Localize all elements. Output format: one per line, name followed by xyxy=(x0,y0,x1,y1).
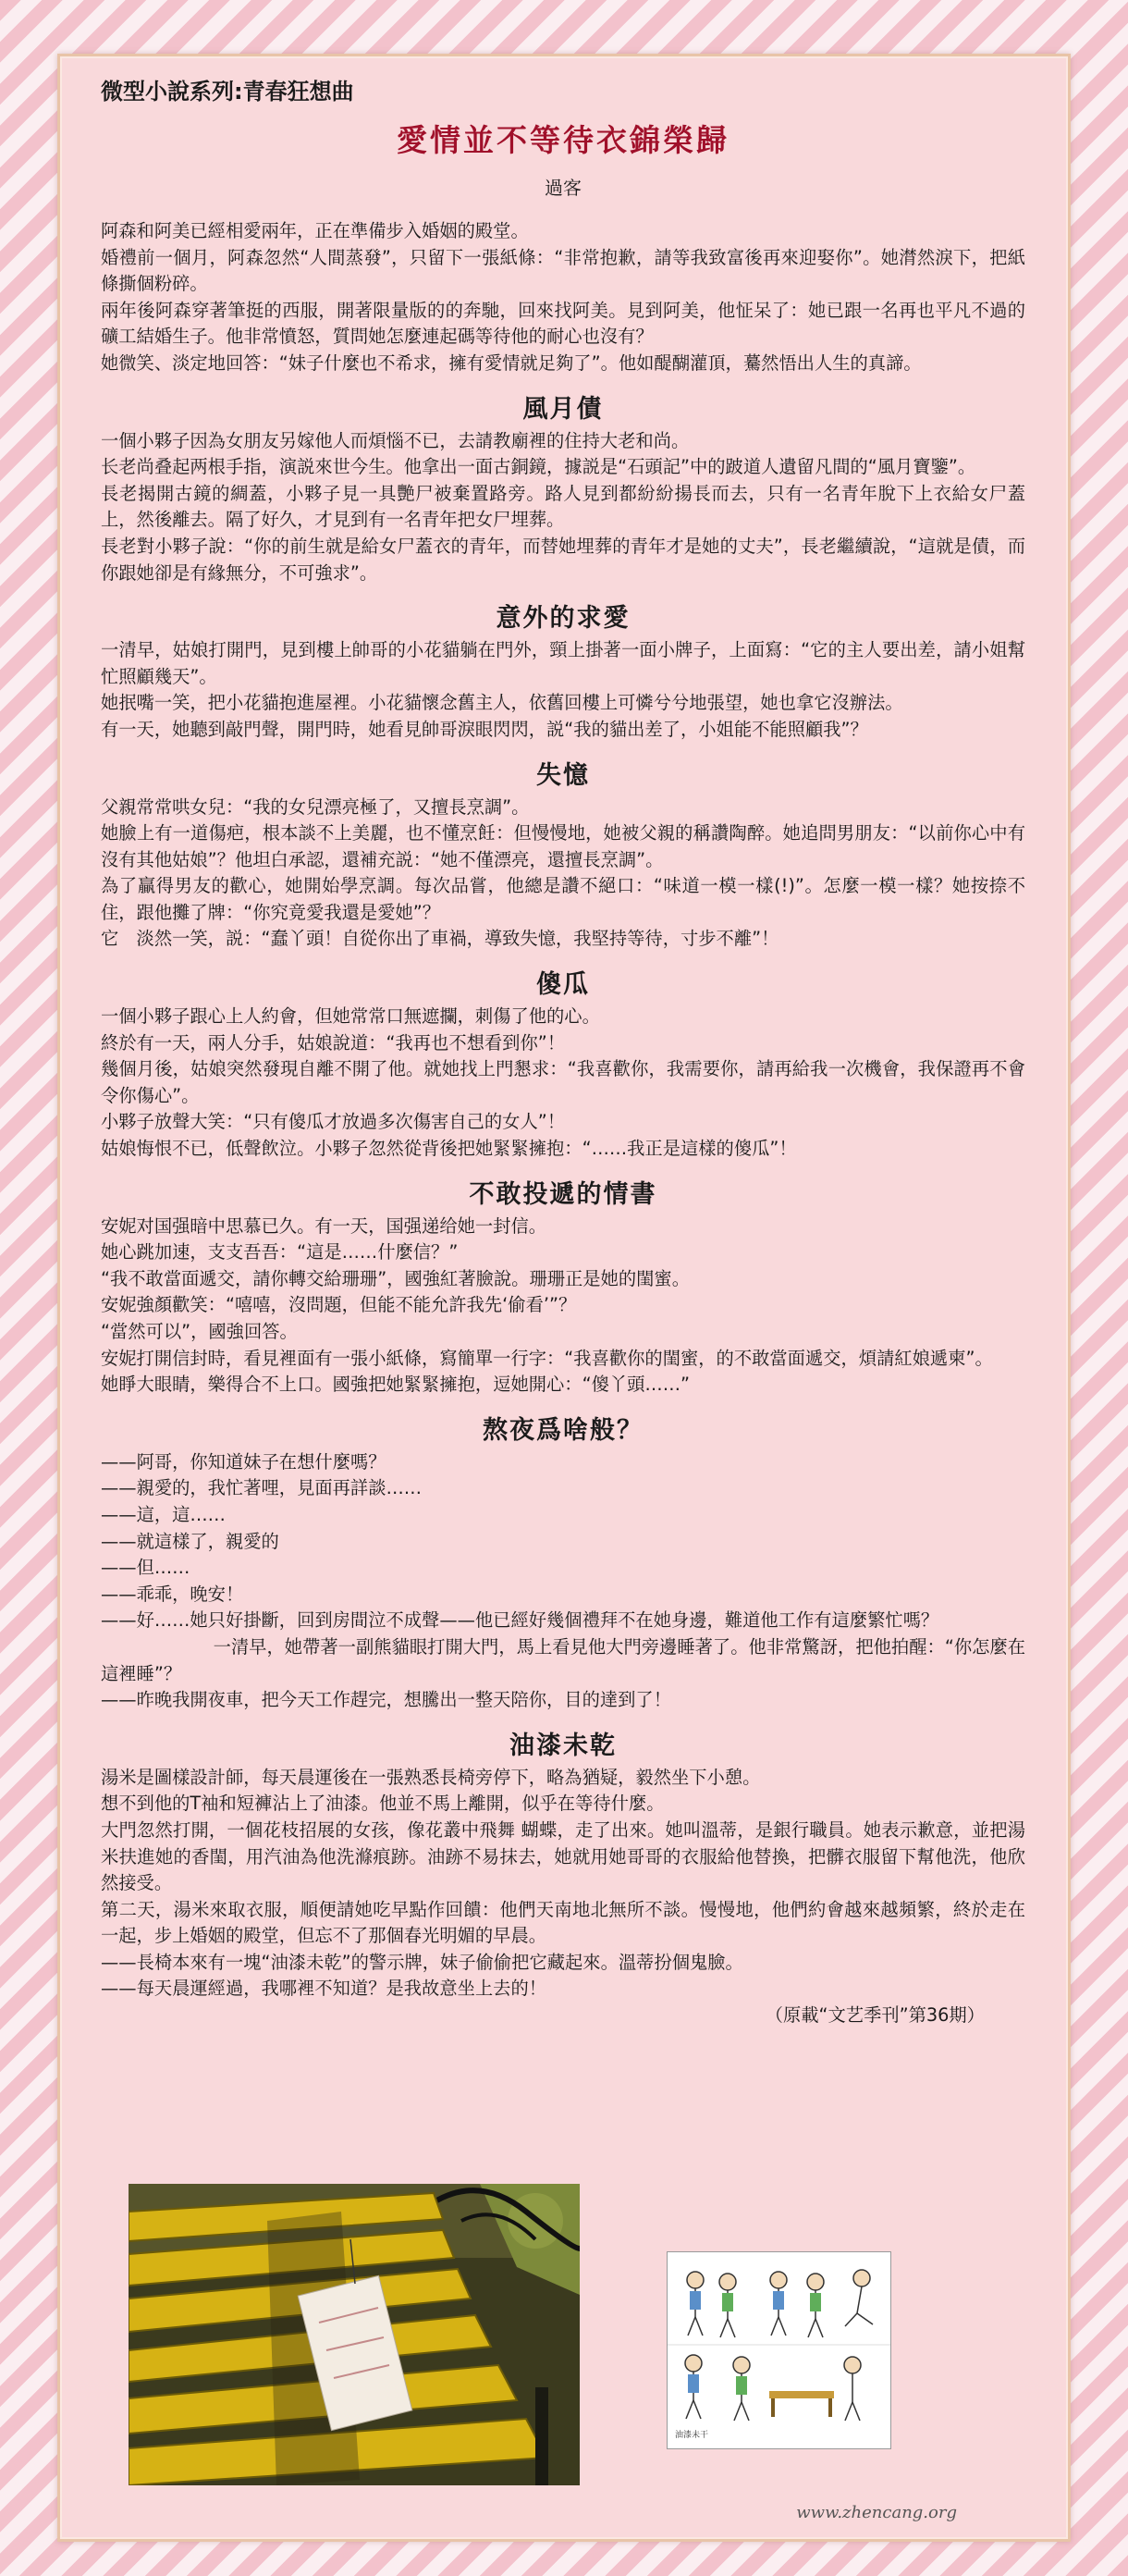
bench-illustration xyxy=(129,2184,580,2485)
section-paragraph: 安妮強顏歡笑：“嘻嘻，沒問題，但能不能允許我先‘偷看’”？ xyxy=(101,1294,577,1316)
section-paragraph: 一個小夥子因為女朋友另嫁他人而煩惱不已，去請教廟裡的住持大老和尚。 xyxy=(101,429,690,451)
section-title: 意外的求愛 xyxy=(496,604,631,634)
section-paragraph: 終於有一天，兩人分手，姑娘說道：“我再也不想看到你”！ xyxy=(101,1031,566,1054)
section-paragraph: ——這，這…… xyxy=(101,1503,226,1525)
intro-paragraph: 兩年後阿森穿著筆挺的西服，開著限量版的的奔馳，回來找阿美。見到阿美，他怔呆了：她已跟一名再也平凡不過的礦工結婚生子。他非常憤怒，質問她怎麼連起碼等待他的耐心也沒有？ xyxy=(101,299,1025,348)
section-paragraph: 幾個月後，姑娘突然發現自離不開了他。就她找上門懇求：“我喜歡你，我需要你，請再給我一次機會，我保證再不會令你傷心”。 xyxy=(101,1058,1025,1106)
section-paragraph: 有一天，她聽到敲門聲，開門時，她看見帥哥淚眼閃閃，説“我的貓出差了，小姐能不能照顧我”？ xyxy=(101,718,868,740)
section-title: 傻瓜 xyxy=(536,970,590,1000)
main-title: 愛情並不等待衣錦榮歸 xyxy=(397,122,730,158)
section-paragraph: 她抿嘴一笑，把小花貓抱進屋裡。小花貓懷念舊主人，依舊回樓上可憐兮兮地張望，她也拿它沒辦法。 xyxy=(101,692,903,714)
section-paragraph: 姑娘悔恨不已，低聲飲泣。小夥子忽然從背後把她緊緊擁抱：“……我正是這樣的傻瓜”！ xyxy=(101,1138,797,1160)
story-sections xyxy=(101,388,1025,2003)
section-paragraph: 為了贏得男友的歡心，她開始學烹調。每次品嘗，他總是讚不絕口：“味道一模一樣(!)”。怎麼一模一樣？她按捺不住，跟他攤了牌：“你究竟愛我還是愛她”？ xyxy=(101,875,1025,923)
article-panel xyxy=(57,54,1071,2542)
story-section xyxy=(101,1410,1025,1714)
section-paragraph: 安妮对国强暗中思慕已久。有一天，国强递给她一封信。 xyxy=(101,1214,547,1237)
intro-paragraph: 婚禮前一個月，阿森忽然“人間蒸發”，只留下一張紙條：“非常抱歉，請等我致富後再來迎娶你”。她潸然淚下，把紙條撕個粉碎。 xyxy=(101,246,1025,295)
section-title: 熬夜爲啥般？ xyxy=(483,1415,644,1445)
section-paragraph: “當然可以”，國強回答。 xyxy=(101,1321,298,1342)
story-section xyxy=(101,1725,1025,2003)
section-paragraph: 长老尚叠起两根手指，演説來世今生。他拿出一面古銅鏡，據説是“石頭記”中的跛道人遺留凡間的“風月寶鑒”。 xyxy=(101,456,976,478)
section-title: 不敢投遞的情書 xyxy=(469,1179,657,1209)
section-paragraph: 長老揭開古鏡的綢蓋，小夥子見一具艷尸被棄置路旁。路人見到都紛紛揚長而去，只有一名青年脫下上衣給女尸蓋上，然後離去。隔了好久，才見到有一名青年把女尸埋葬。 xyxy=(101,482,1025,531)
section-paragraph: 她睜大眼睛，樂得合不上口。國強把她緊緊擁抱，逗她開心：“傻丫頭……” xyxy=(101,1374,690,1396)
section-paragraph: “我不敢當面遞交，請你轉交給珊珊”，國強紅著臉說。珊珊正是她的閨蜜。 xyxy=(101,1267,690,1289)
section-paragraph: ——乖乖，晚安！ xyxy=(101,1583,244,1605)
section-paragraph: 長老對小夥子說：“你的前生就是給女尸蓋衣的青年，而替她埋葬的青年才是她的丈夫”，長老繼續說，“這就是債，而你跟她卻是有緣無分，不可強求”。 xyxy=(101,535,1025,584)
story-section xyxy=(101,755,1025,954)
story-section xyxy=(101,598,1025,743)
section-paragraph: 她心跳加速，支支吾吾：“這是……什麼信？” xyxy=(101,1241,459,1263)
section-paragraph: 第二天，湯米來取衣服，順便請她吃早點作回饋：他們天南地北無所不談。慢慢地，他們約會越來越頻繁，終於走在一起，步上婚姻的殿堂，但忘不了那個春光明媚的早晨。 xyxy=(101,1898,1025,1947)
section-paragraph: ——就這樣了，親愛的 xyxy=(101,1530,279,1552)
section-paragraph: 安妮打開信封時，看見裡面有一張小紙條，寫簡單一行字：“我喜歡你的閨蜜，的不敢當面遞交，煩請紅娘遞柬”。 xyxy=(101,1347,993,1369)
section-paragraph: ——每天晨運經過，我哪裡不知道？是我故意坐上去的！ xyxy=(101,1978,547,2000)
section-paragraph: 它 淡然一笑，説：“蠢丫頭！自從你出了車禍，導致失憶，我堅持等待，寸步不離”！ xyxy=(101,928,779,950)
story-section xyxy=(101,964,1025,1163)
story-section xyxy=(101,388,1025,587)
section-paragraph: 一清早，她帶著一副熊貓眼打開大門，馬上看見他大門旁邊睡著了。他非常驚訝，把他拍醒：“你怎麼在這裡睡”？ xyxy=(101,1635,1025,1684)
section-paragraph: 一清早，姑娘打開門，見到樓上帥哥的小花貓躺在門外，頸上掛著一面小牌子，上面寫：“它的主人要出差，請小姐幫忙照顧幾天”。 xyxy=(101,639,1025,687)
article-content xyxy=(101,73,1025,2029)
section-paragraph: 湯米是圖樣設計師，每天晨運後在一張熟悉長椅旁停下，略為猶疑，毅然坐下小憩。 xyxy=(101,1766,761,1788)
section-paragraph: ——阿哥，你知道妹子在想什麼嗎？ xyxy=(101,1450,386,1473)
intro-paragraph: 阿森和阿美已經相愛兩年，正在準備步入婚姻的殿堂。 xyxy=(101,220,529,241)
section-title: 風月債 xyxy=(522,394,604,424)
intro-story xyxy=(101,218,1025,377)
website-watermark: www.zhencang.org xyxy=(796,2503,957,2522)
comic-illustration xyxy=(668,2252,890,2448)
series-title: 微型小說系列:青春狂想曲 xyxy=(101,79,354,105)
comic-strip xyxy=(667,2251,891,2449)
section-paragraph: 大門忽然打開，一個花枝招展的女孩，像花叢中飛舞 蝴蝶，走了出來。她叫溫蒂，是銀行職員。她表示歉意，並把湯米扶進她的香閨，用汽油為他洗滌痕跡。油跡不易抹去，她就用她哥哥的衣服給他替換，把髒衣服留下幫他洗，他欣然接受。 xyxy=(101,1818,1025,1894)
section-paragraph: ——但…… xyxy=(101,1557,190,1579)
story-section xyxy=(101,1174,1025,1399)
bench-photo xyxy=(129,2184,580,2485)
section-paragraph: 她臉上有一道傷疤，根本談不上美麗，也不懂烹飪：但慢慢地，她被父親的稱讚陶醉。她追問男朋友：“以前你心中有沒有其他姑娘”？他坦白承認，還補充説：“她不僅漂亮，還擅長烹調”。 xyxy=(101,822,1025,870)
section-paragraph: ——昨晚我開夜車，把今天工作趕完，想騰出一整天陪你，目的達到了！ xyxy=(101,1689,671,1711)
author: 過客 xyxy=(545,177,582,199)
section-title: 油漆未乾 xyxy=(509,1731,617,1760)
section-paragraph: ——長椅本來有一塊“油漆未乾”的警示牌，妹子偷偷把它藏起來。溫蒂扮個鬼臉。 xyxy=(101,1951,743,1973)
section-paragraph: 小夥子放聲大笑：“只有傻瓜才放過多次傷害自己的女人”！ xyxy=(101,1111,566,1133)
source-note: （原載“文艺季刊”第36期） xyxy=(765,2004,985,2027)
section-paragraph: ——好……她只好掛斷，回到房間泣不成聲——他已經好幾個禮拜不在她身邊，難道他工作有這麼繁忙嗎？ xyxy=(101,1609,939,1632)
section-title: 失憶 xyxy=(536,760,590,790)
comic-caption: 油漆未干 xyxy=(675,2431,709,2440)
section-paragraph: ——親愛的，我忙著哩，見面再詳談…… xyxy=(101,1477,423,1499)
section-paragraph: 一個小夥子跟心上人約會，但她常常口無遮攔，刺傷了他的心。 xyxy=(101,1005,600,1028)
section-paragraph: 父親常常哄女兒：“我的女兒漂亮極了，又擅長烹調”。 xyxy=(101,795,530,818)
section-paragraph: 想不到他的T袖和短褲沾上了油漆。他並不馬上離開，似乎在等待什麼。 xyxy=(101,1793,665,1815)
intro-paragraph: 她微笑、淡定地回答：“妹子什麼也不希求，擁有愛情就足夠了”。他如醍醐灌頂，驀然悟出人生的真諦。 xyxy=(101,351,922,374)
